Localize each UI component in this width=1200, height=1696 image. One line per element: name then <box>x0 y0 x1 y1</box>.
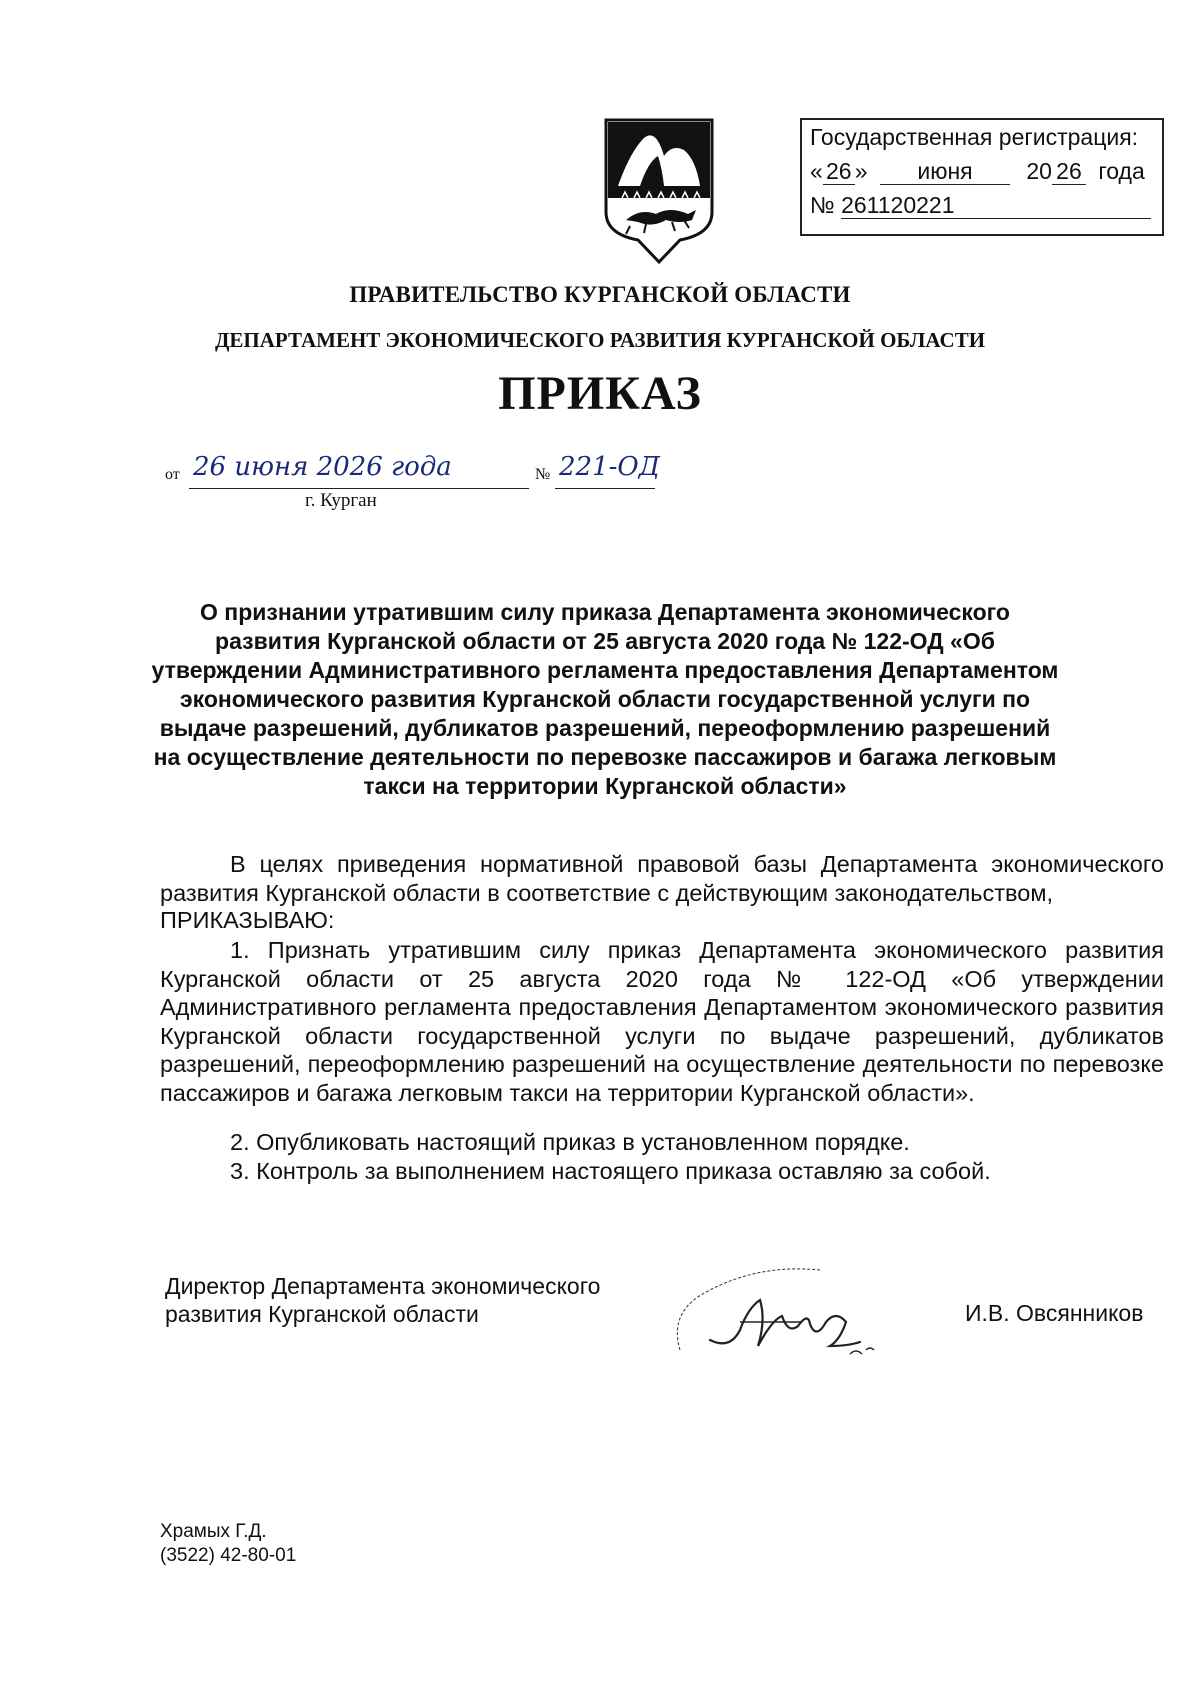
signer-name: И.В. Овсянников <box>965 1300 1144 1326</box>
executor-phone: (3522) 42-80-01 <box>160 1545 297 1566</box>
registration-number: 261120221 <box>841 193 1151 219</box>
state-registration-box <box>800 118 1164 236</box>
registration-number-row <box>810 192 1151 219</box>
date-from-label: от <box>165 466 180 483</box>
signer-title <box>165 1272 600 1328</box>
order-word: ПРИКАЗЫВАЮ: <box>160 907 335 933</box>
document-type: ПРИКАЗ <box>498 367 702 420</box>
coat-of-arms-emblem <box>600 116 718 266</box>
intro-paragraph: В целях приведения нормативной правовой базы Департамента экономического развития Курганской области в соответствие с действующим законодательством, <box>160 851 1164 906</box>
government-title: ПРАВИТЕЛЬСТВО КУРГАНСКОЙ ОБЛАСТИ <box>349 282 851 307</box>
signer-title-line-2: развития Курганской области <box>165 1301 479 1327</box>
order-item-1: 1. Признать утратившим силу приказ Департамента экономического развития Курганской области от 25 августа 2020 года № 122-ОД «Об утверждении Административного регламента предоставления Департаментом экономического развития Курганской области государственной услуги по выдаче разрешений, дубликатов разрешений, переоформлению разрешений на осуществление деятельности по перевозке пассажиров и багажа легковым такси на территории Курганской области». <box>160 937 1164 1106</box>
registration-year-suffix: 26 <box>1052 159 1086 185</box>
registration-number-sign: № <box>810 192 835 218</box>
order-date-row <box>165 452 725 492</box>
order-item-2: 2. Опубликовать настоящий приказ в установленном порядке. <box>230 1129 910 1155</box>
number-underline <box>555 488 655 489</box>
registration-close-quote: » <box>854 158 868 184</box>
city-label: г. Курган <box>305 490 377 511</box>
executor-name: Храмых Г.Д. <box>160 1521 267 1542</box>
registration-day: 26 <box>823 159 855 185</box>
order-subject: О признании утратившим силу приказа Департамента экономического развития Курганской области от 25 августа 2020 года № 122-ОД «Об утверждении Административного регламента предоставления Департаментом экономического развития Курганской области государственной услуги по выдаче разрешений, дубликатов разрешений, переоформлению разрешений на осуществление деятельности по перевозке пассажиров и багажа легковым такси на территории Курганской области» <box>151 599 1059 799</box>
order-item-3: 3. Контроль за выполнением настоящего приказа оставляю за собой. <box>230 1158 991 1184</box>
registration-month: июня <box>880 159 1010 185</box>
registration-open-quote: « <box>810 158 823 184</box>
executor-info <box>160 1520 296 1568</box>
order-number-handwritten: 221-ОД <box>559 452 660 482</box>
department-title: ДЕПАРТАМЕНТ ЭКОНОМИЧЕСКОГО РАЗВИТИЯ КУРГАНСКОЙ ОБЛАСТИ <box>214 328 986 352</box>
registration-year-prefix: 20 <box>1026 158 1052 184</box>
registration-date <box>810 158 1145 185</box>
signer-title-line-1: Директор Департамента экономического <box>165 1273 601 1299</box>
registration-label: Государственная регистрация: <box>810 124 1139 150</box>
registration-year-word: года <box>1098 158 1145 184</box>
order-date-handwritten: 26 июня 2026 года <box>193 452 452 482</box>
handwritten-signature <box>670 1250 930 1370</box>
date-underline <box>189 488 529 489</box>
order-number-label: № <box>535 466 551 483</box>
